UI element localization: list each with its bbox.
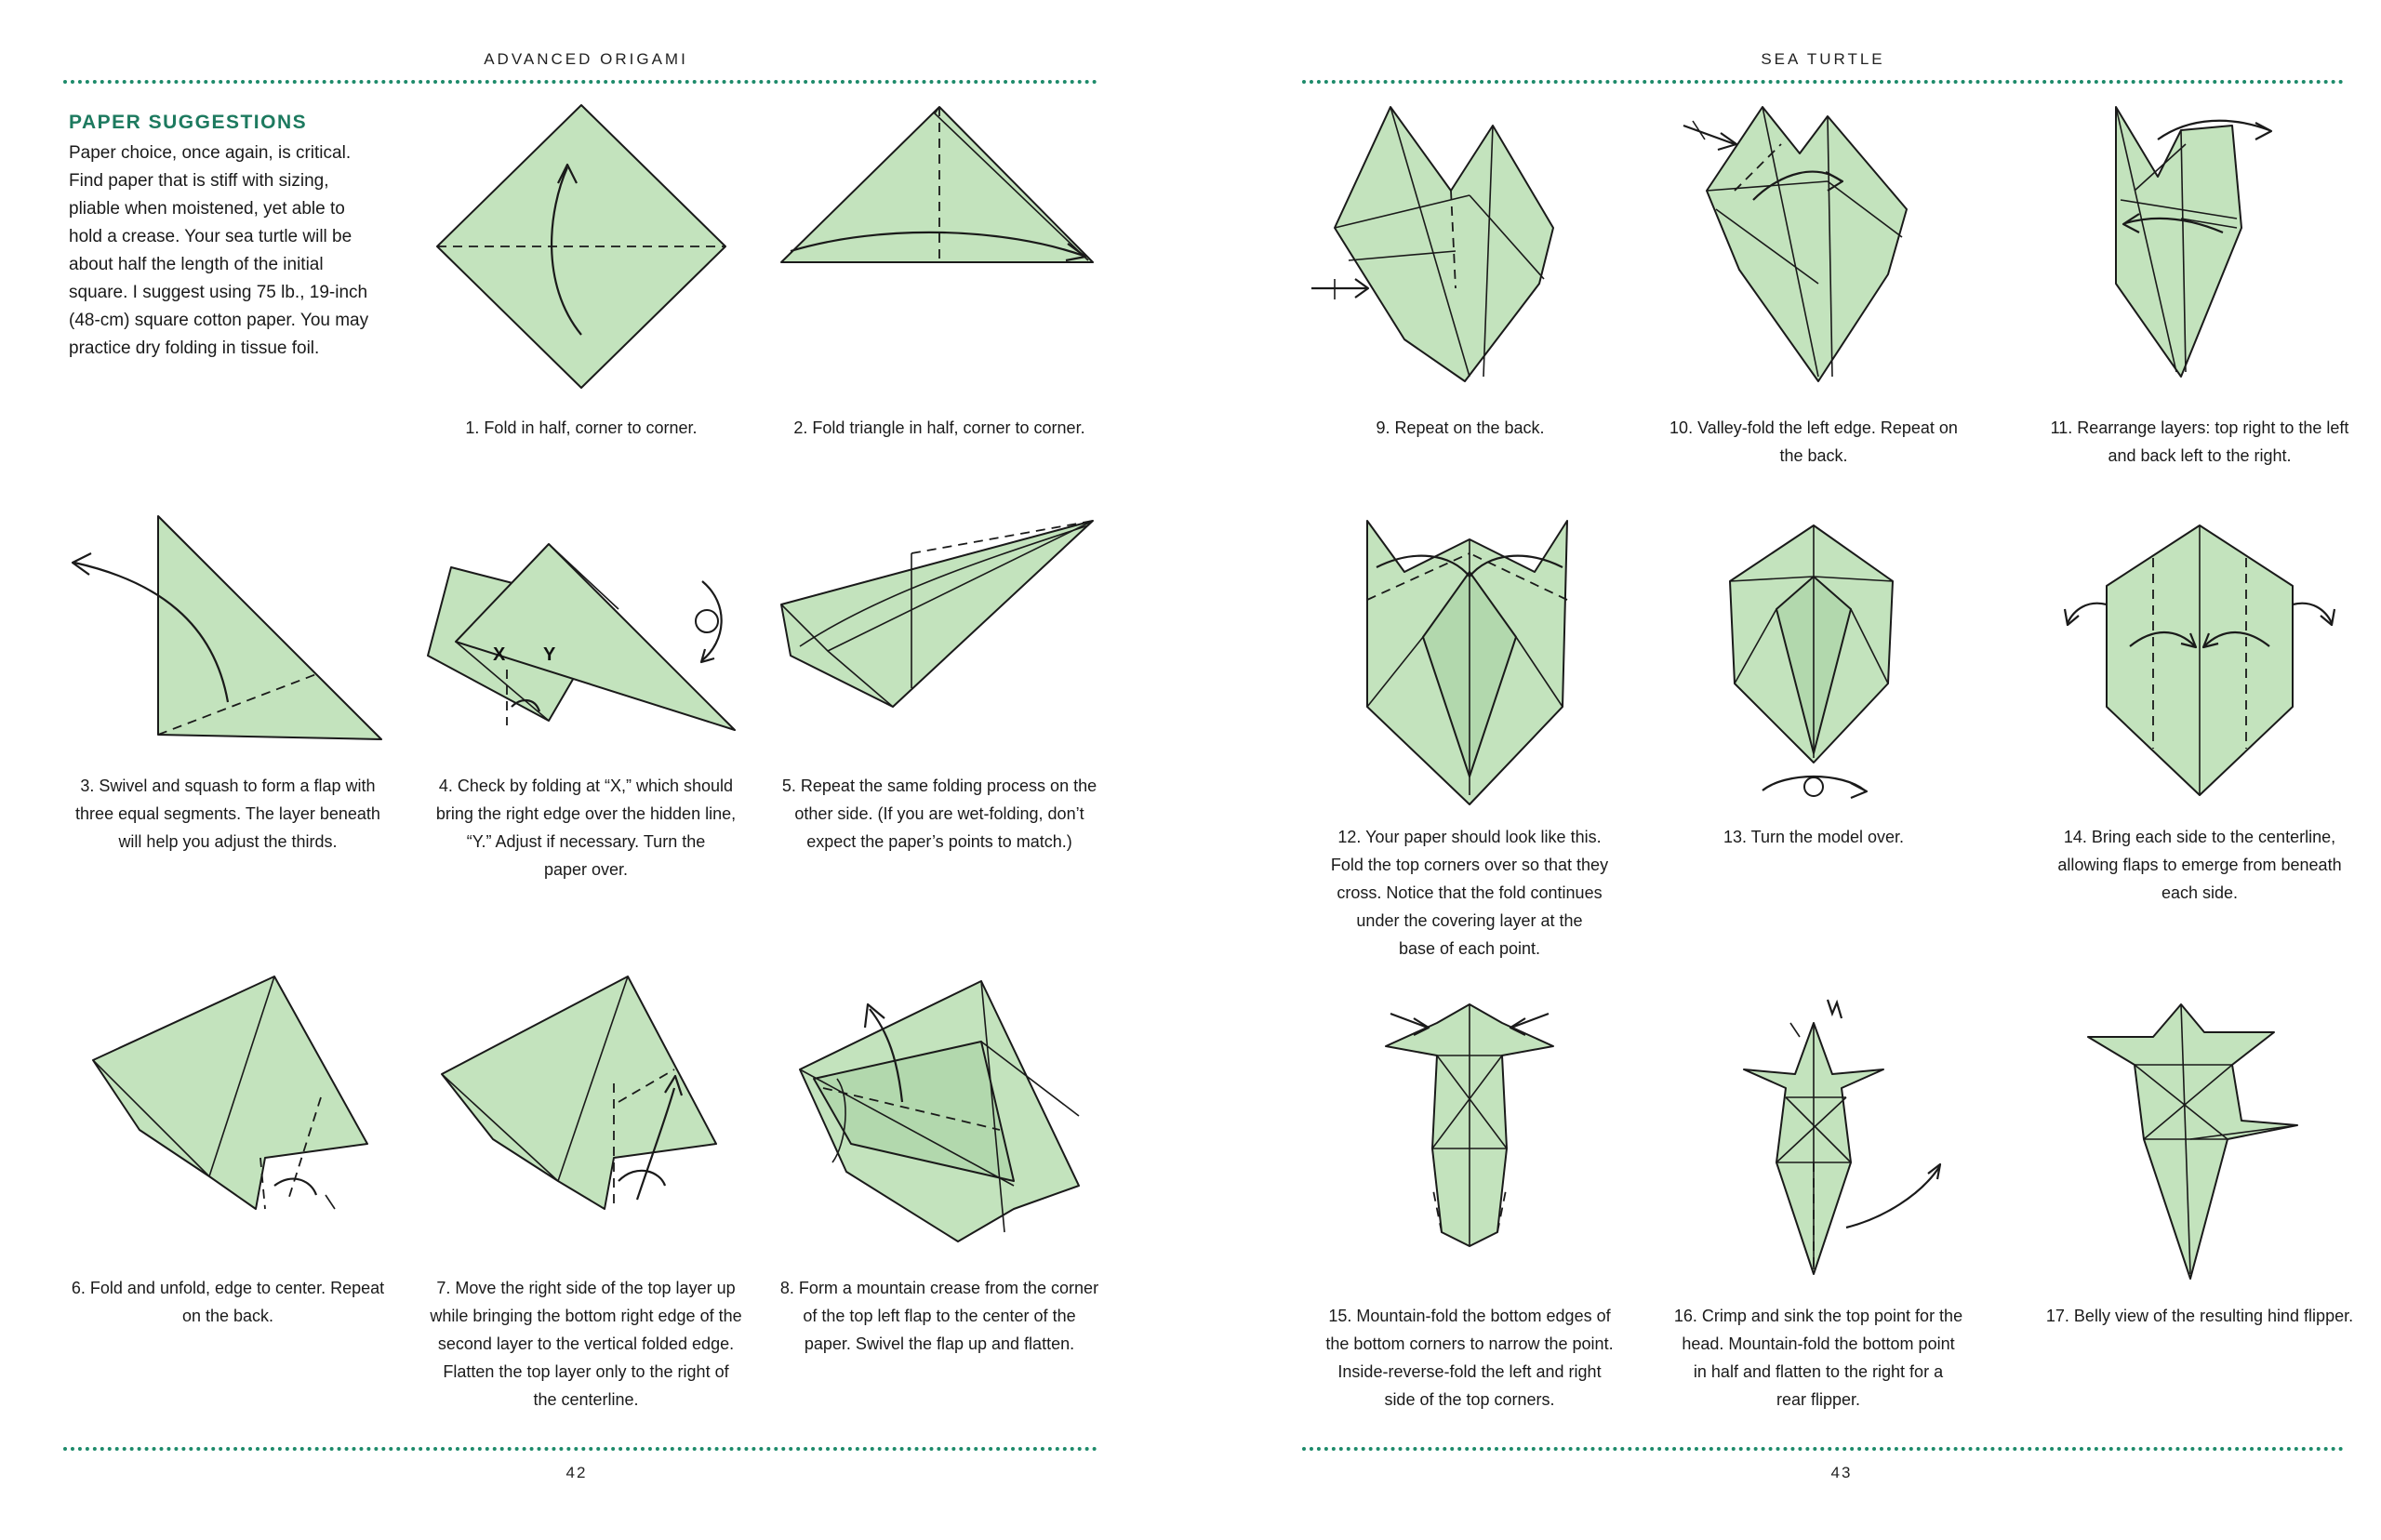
page-number-left: 42 — [565, 1464, 588, 1481]
step-17-diagram — [2051, 1000, 2348, 1288]
hind-flipper-figure — [2051, 1000, 2348, 1288]
caption-line: bring the right edge over the hidden line, — [435, 804, 737, 823]
sidebar-heading: PAPER SUGGESTIONS — [69, 112, 308, 133]
turn-over-icon — [696, 581, 722, 662]
mark-y: Y — [543, 644, 556, 665]
caption-line: 5. Repeat the same folding process on the — [781, 777, 1097, 795]
move-layer-figure — [437, 972, 735, 1223]
step-4-diagram — [419, 539, 753, 753]
turn-over-icon — [1762, 777, 1867, 798]
step-10-diagram — [1679, 98, 1949, 395]
step-2-diagram — [772, 102, 1107, 288]
mountain-fold-icon — [1390, 1014, 1428, 1028]
caption-line: rear flipper. — [1776, 1390, 1861, 1409]
sidebar-line: (48-cm) square cotton paper. You may — [69, 311, 369, 330]
caption-line: the bottom corners to narrow the point. — [1325, 1334, 1614, 1353]
caption-line: head. Mountain-fold the bottom point — [1682, 1334, 1955, 1353]
caption-line: 1. Fold in half, corner to corner. — [465, 418, 698, 437]
caption-line: the centerline. — [533, 1390, 639, 1409]
caption-line: “Y.” Adjust if necessary. Turn the — [466, 832, 706, 851]
step-9-diagram — [1307, 102, 1604, 391]
step-2-caption — [772, 414, 1107, 442]
caption-line: other side. (If you are wet-folding, don’t — [794, 804, 1084, 823]
sidebar-line: Paper choice, once again, is critical. — [69, 143, 352, 163]
kite-base-figure — [1358, 516, 1581, 814]
caption-line: 11. Rearrange layers: top right to the left — [2050, 418, 2349, 437]
step-13-caption — [1674, 823, 1953, 851]
valley-fold-left-figure — [1679, 98, 1949, 395]
left-page — [0, 0, 1190, 1540]
caption-line: base of each point. — [1398, 939, 1541, 958]
crimp-sink-figure — [1697, 995, 1976, 1283]
caption-line: under the covering layer at the — [1356, 911, 1583, 930]
caption-line: side of the top corners. — [1384, 1390, 1555, 1409]
caption-line: 6. Fold and unfold, edge to center. Repeat — [71, 1279, 385, 1297]
step-1-caption — [428, 414, 735, 442]
top-rule-right — [1302, 80, 2344, 84]
paper-suggestions-sidebar — [69, 112, 404, 363]
caption-line: 7. Move the right side of the top layer up — [436, 1279, 736, 1297]
caption-line: allowing flaps to emerge from beneath — [2057, 856, 2342, 874]
caption-line: while bringing the bottom right edge of the — [430, 1307, 742, 1325]
sidebar-line: hold a crease. Your sea turtle will be — [69, 227, 352, 246]
step-17-caption — [2032, 1302, 2367, 1330]
sidebar-line: Find paper that is stiff with sizing, — [69, 171, 329, 191]
step-1-diagram — [428, 98, 735, 405]
caption-line: will help you adjust the thirds. — [118, 832, 338, 851]
caption-line: 10. Valley-fold the left edge. Repeat on — [1669, 418, 1958, 437]
triangle-figure — [772, 102, 1107, 288]
caption-line: 15. Mountain-fold the bottom edges of — [1328, 1307, 1611, 1325]
step-9-caption — [1311, 414, 1609, 442]
step-7-caption — [414, 1274, 758, 1414]
running-head-right: SEA TURTLE — [1761, 50, 1885, 68]
step-14-diagram — [2060, 521, 2339, 809]
mark-x: X — [493, 644, 506, 665]
caption-line: second layer to the vertical folded edge. — [437, 1334, 735, 1353]
step-12-diagram — [1358, 516, 1581, 814]
step-15-caption — [1307, 1302, 1632, 1414]
step-3-caption — [56, 772, 400, 856]
caption-line: 3. Swivel and squash to form a flap with — [80, 777, 376, 795]
step-3-diagram — [65, 511, 391, 753]
step-10-caption — [1660, 414, 1967, 470]
caption-line: paper. Swivel the flap up and flatten. — [804, 1334, 1075, 1353]
caption-line: 8. Form a mountain crease from the corner — [779, 1279, 1099, 1297]
caption-line: cross. Notice that the fold continues — [1337, 883, 1603, 902]
mountain-crease-figure — [795, 976, 1093, 1246]
caption-line: Inside-reverse-fold the left and right — [1337, 1362, 1602, 1381]
repeat-back-figure — [1307, 102, 1604, 391]
caption-line: 14. Bring each side to the centerline, — [2063, 828, 2336, 846]
step-14-caption — [2042, 823, 2358, 907]
caption-line: Flatten the top layer only to the right of — [443, 1362, 729, 1381]
caption-line: Fold the top corners over so that they — [1330, 856, 1609, 874]
right-page — [1190, 0, 2381, 1540]
step-7-diagram — [437, 972, 735, 1223]
sidebar-line: square. I suggest using 75 lb., 19-inch — [69, 283, 368, 302]
repeat-other-side-figure — [772, 516, 1107, 721]
top-rule-left — [63, 80, 1097, 84]
sides-to-center-figure — [2060, 521, 2339, 809]
fold-arrow-icon — [1846, 1167, 1939, 1228]
step-8-diagram — [795, 976, 1093, 1246]
sidebar-text — [69, 139, 404, 363]
caption-line: 17. Belly view of the resulting hind flipper. — [2045, 1307, 2354, 1325]
caption-line: 2. Fold triangle in half, corner to corner. — [793, 418, 1085, 437]
step-11-diagram — [2069, 98, 2339, 395]
bottom-rule-right — [1302, 1447, 2344, 1451]
caption-line: 12. Your paper should look like this. — [1337, 828, 1602, 846]
caption-line: each side. — [2161, 883, 2239, 902]
diamond-square-figure — [428, 98, 735, 405]
rearrange-layers-figure — [2069, 98, 2339, 395]
sidebar-line: practice dry folding in tissue foil. — [69, 339, 320, 358]
step-15-diagram — [1349, 1000, 1590, 1269]
bottom-rule-left — [63, 1447, 1097, 1451]
check-fold-figure — [419, 539, 753, 753]
caption-line: on the back. — [181, 1307, 274, 1325]
step-6-caption — [56, 1274, 400, 1330]
sidebar-line: about half the length of the initial — [69, 255, 324, 274]
step-6-diagram — [88, 972, 386, 1223]
step-5-caption — [767, 772, 1111, 856]
caption-line: three equal segments. The layer beneath — [75, 804, 380, 823]
page-number-right: 43 — [1830, 1464, 1853, 1481]
caption-line: of the top left flap to the center of the — [803, 1307, 1076, 1325]
caption-line: the back. — [1779, 446, 1848, 465]
step-12-caption — [1307, 823, 1632, 962]
mountain-fold-corners-figure — [1349, 1000, 1590, 1269]
step-13-diagram — [1711, 521, 1916, 809]
caption-line: 13. Turn the model over. — [1723, 828, 1905, 846]
caption-line: and back left to the right. — [2108, 446, 2292, 465]
step-11-caption — [2042, 414, 2358, 470]
fold-unfold-figure — [88, 972, 386, 1223]
turn-model-figure — [1711, 521, 1916, 809]
caption-line: expect the paper’s points to match.) — [806, 832, 1072, 851]
step-16-caption — [1665, 1302, 1972, 1414]
caption-line: in half and flatten to the right for a — [1693, 1362, 1944, 1381]
step-16-diagram — [1697, 995, 1976, 1283]
caption-line: paper over. — [543, 860, 629, 879]
caption-line: 9. Repeat on the back. — [1376, 418, 1545, 437]
step-4-caption — [414, 772, 758, 883]
fold-arrow-icon — [274, 1179, 316, 1195]
sidebar-line: pliable when moistened, yet able to — [69, 199, 345, 219]
swivel-flap-figure — [65, 511, 391, 753]
mountain-fold-icon — [1828, 1000, 1842, 1018]
running-head-left: ADVANCED ORIGAMI — [484, 50, 688, 68]
step-8-caption — [767, 1274, 1111, 1358]
step-5-diagram — [772, 516, 1107, 721]
caption-line: 16. Crimp and sink the top point for the — [1673, 1307, 1963, 1325]
caption-line: 4. Check by folding at “X,” which should — [438, 777, 734, 795]
